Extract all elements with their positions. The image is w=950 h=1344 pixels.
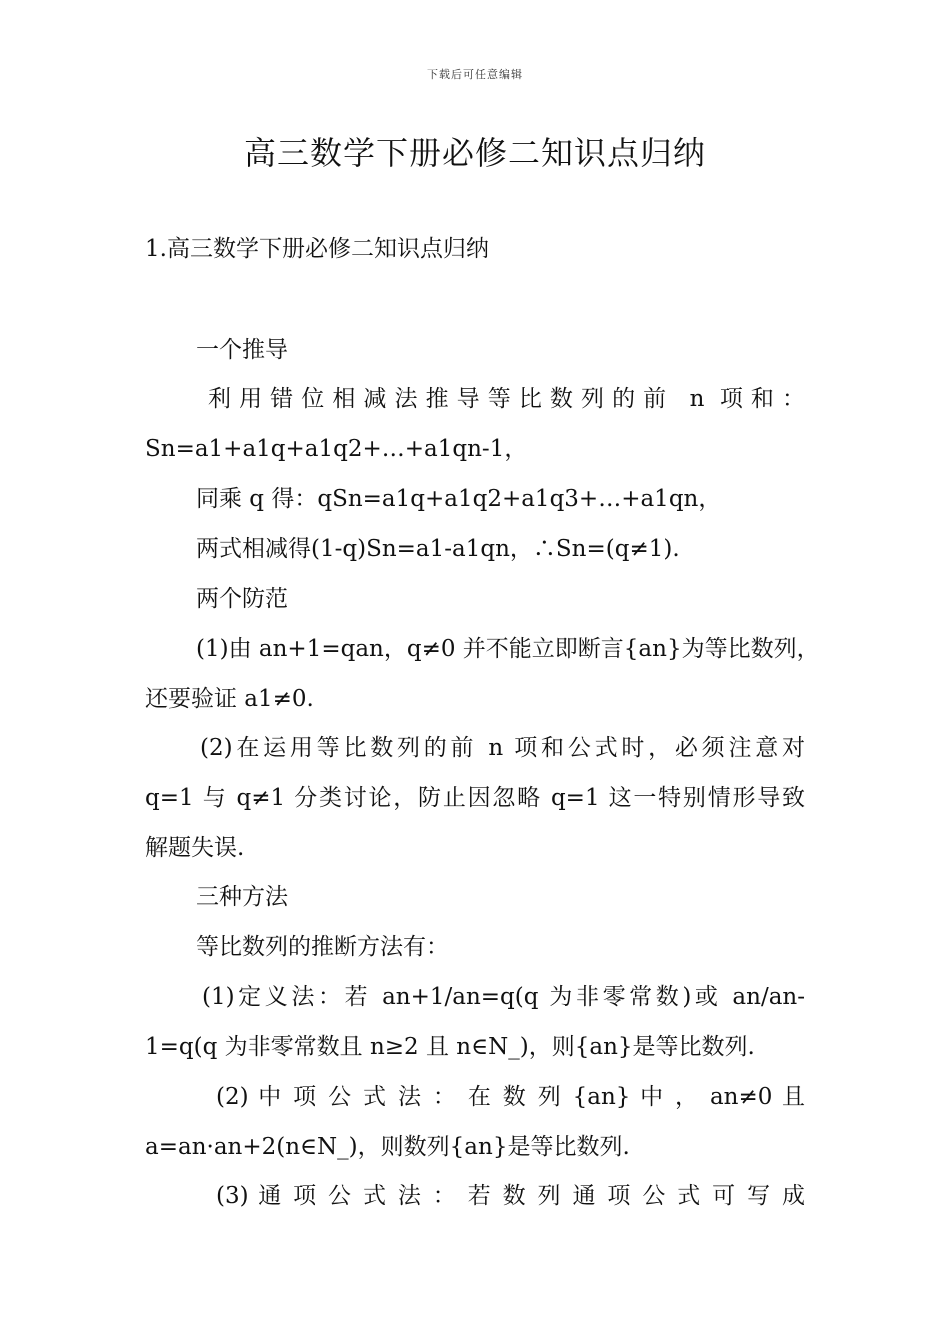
paragraph-heading-precautions: 两个防范 <box>196 586 288 612</box>
section-heading: 1.高三数学下册必修二知识点归纳 <box>145 236 489 262</box>
text-line: q=1 与 q≠1 分类讨论，防止因忽略 q=1 这一特别情形导致 <box>145 785 805 811</box>
text-line: (2) 中 项 公 式 法 ： 在 数 列 {an} 中 ， an≠0 且 <box>216 1084 805 1110</box>
text-line: (1)由 an+1=qan，q≠0 并不能立即断言{an}为等比数列， <box>196 636 820 662</box>
formula-line: 同乘 q 得：qSn=a1q+a1q2+a1q3+…+a1qn， <box>196 486 722 512</box>
paragraph-heading-derivation: 一个推导 <box>196 337 288 363</box>
text-line: 等比数列的推断方法有： <box>196 934 449 960</box>
text-line: 利用错位相减法推导等比数列的前 n 项和： <box>208 386 805 412</box>
formula-line: 两式相减得(1-q)Sn=a1-a1qn，∴Sn=(q≠1). <box>196 536 680 562</box>
text-line: (2)在运用等比数列的前 n 项和公式时，必须注意对 <box>200 735 805 761</box>
formula-line: Sn=a1+a1q+a1q2+…+a1qn-1， <box>145 436 528 462</box>
text-line: 1=q(q 为非零常数且 n≥2 且 n∈N_)，则{an}是等比数列. <box>145 1034 755 1060</box>
text-line: 解题失误. <box>145 835 245 861</box>
text-line: a=an·an+2(n∈N_)，则数列{an}是等比数列. <box>145 1134 630 1160</box>
document-title: 高三数学下册必修二知识点归纳 <box>243 134 706 172</box>
header-note: 下载后可任意编辑 <box>427 68 523 81</box>
paragraph-heading-methods: 三种方法 <box>196 884 288 910</box>
text-line: (1)定义法：若 an+1/an=q(q 为非零常数)或 an/an- <box>202 984 805 1010</box>
text-line: 还要验证 a1≠0. <box>145 686 314 712</box>
text-line: (3) 通 项 公 式 法 ： 若 数 列 通 项 公 式 可 写 成 <box>216 1183 805 1209</box>
